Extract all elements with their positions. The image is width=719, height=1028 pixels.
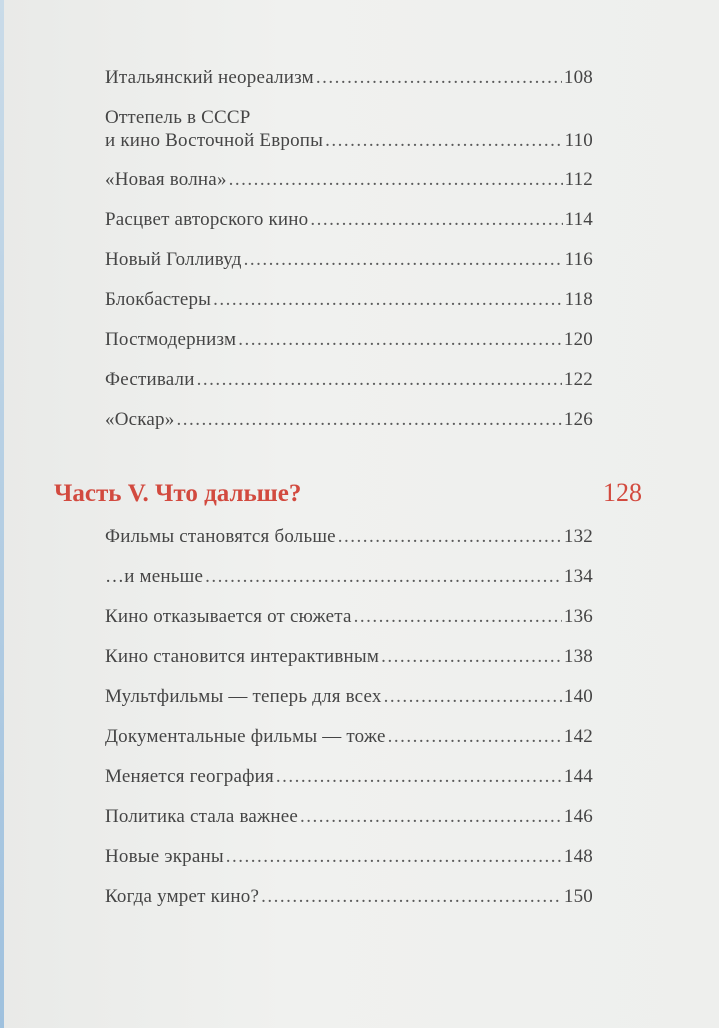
toc-entry-page: 134 — [563, 566, 593, 587]
toc-leader-dots — [176, 408, 561, 431]
toc-entry-page: 142 — [563, 726, 593, 747]
toc-leader-dots — [316, 66, 562, 89]
toc-entry — [105, 765, 593, 805]
toc-entry-title: Кино отказывается от сюжета — [105, 606, 352, 627]
toc-leader-dots — [310, 208, 562, 231]
toc-entry-page: 110 — [564, 130, 593, 151]
toc-entry — [105, 605, 593, 645]
toc-leader-dots — [229, 168, 563, 191]
toc-section-2 — [105, 525, 593, 925]
toc-entry-title: Новые экраны — [105, 846, 224, 867]
toc-leader-dots — [197, 368, 562, 391]
toc-entry-page: 114 — [564, 209, 593, 230]
toc-entry-page: 148 — [563, 846, 593, 867]
toc-entry — [105, 208, 593, 248]
toc-entry-title-line1: Оттепель в СССР — [105, 107, 251, 128]
toc-section-1 — [105, 66, 593, 448]
toc-entry-title: Новый Голливуд — [105, 249, 242, 270]
toc-leader-dots — [238, 328, 562, 351]
toc-entry-title: «Новая волна» — [105, 169, 227, 190]
toc-leader-dots — [205, 565, 562, 588]
toc-entry-page: 118 — [564, 289, 593, 310]
toc-entry — [105, 168, 593, 208]
toc-leader-dots — [388, 725, 562, 748]
toc-entry-title: …и меньше — [105, 566, 204, 587]
toc-entry-page: 132 — [563, 526, 593, 547]
toc-entry-title: Меняется география — [105, 766, 274, 787]
toc-entry — [105, 288, 593, 328]
toc-entry-page: 140 — [563, 686, 593, 707]
toc-leader-dots — [354, 605, 562, 628]
part-page: 128 — [603, 478, 642, 507]
toc-leader-dots — [244, 248, 563, 271]
toc-leader-dots — [226, 845, 562, 868]
toc-leader-dots — [213, 288, 562, 311]
toc-entry-title: Фестивали — [105, 369, 195, 390]
toc-entry-page: 122 — [563, 369, 593, 390]
toc-leader-dots — [384, 685, 562, 708]
toc-entry-title: Политика стала важнее — [105, 806, 298, 827]
toc-entry — [105, 845, 593, 885]
toc-entry — [105, 565, 593, 605]
toc-entry — [105, 248, 593, 288]
toc-leader-dots — [300, 805, 562, 828]
toc-entry — [105, 685, 593, 725]
toc-entry-title: Мультфильмы — теперь для всех — [105, 686, 382, 707]
toc-entry — [105, 408, 593, 448]
toc-entry-page: 126 — [563, 409, 593, 430]
toc-entry — [105, 106, 593, 168]
toc-entry — [105, 805, 593, 845]
toc-leader-dots — [276, 765, 562, 788]
part-heading — [54, 478, 642, 508]
toc-entry-title: Итальянский неореализм — [105, 67, 314, 88]
toc-entry-page: 146 — [563, 806, 593, 827]
toc-entry — [105, 368, 593, 408]
toc-entry-page: 120 — [563, 329, 593, 350]
toc-leader-dots — [381, 645, 562, 668]
toc-entry — [105, 645, 593, 685]
toc-entry — [105, 66, 593, 106]
toc-entry-title: Фильмы становятся больше — [105, 526, 336, 547]
part-title: Часть V. Что дальше? — [54, 480, 302, 507]
toc-entry-title: Постмодернизм — [105, 329, 237, 350]
toc-entry-page: 150 — [563, 886, 593, 907]
toc-entry-title: Когда умрет кино? — [105, 886, 260, 907]
toc-entry — [105, 525, 593, 565]
toc-entry-page: 136 — [563, 606, 593, 627]
toc-entry — [105, 885, 593, 925]
toc-leader-dots — [338, 525, 562, 548]
toc-entry-title: «Оскар» — [105, 409, 175, 430]
toc-entry-title: Документальные фильмы — тоже — [105, 726, 386, 747]
toc-entry-page: 116 — [564, 249, 593, 270]
toc-entry-page: 144 — [563, 766, 593, 787]
toc-entry-page: 112 — [564, 169, 593, 190]
toc-entry-title: Кино становится интерактивным — [105, 646, 380, 667]
toc-entry — [105, 725, 593, 765]
toc-entry-title-line2: и кино Восточной Европы — [105, 130, 324, 151]
toc-entry-title: Блокбастеры — [105, 289, 212, 310]
toc-entry — [105, 328, 593, 368]
toc-entry-title: Расцвет авторского кино — [105, 209, 309, 230]
page-edge — [0, 0, 4, 1028]
toc-entry-page: 138 — [563, 646, 593, 667]
toc-leader-dots — [325, 129, 562, 152]
toc-leader-dots — [261, 885, 562, 908]
toc-entry-page: 108 — [563, 67, 593, 88]
